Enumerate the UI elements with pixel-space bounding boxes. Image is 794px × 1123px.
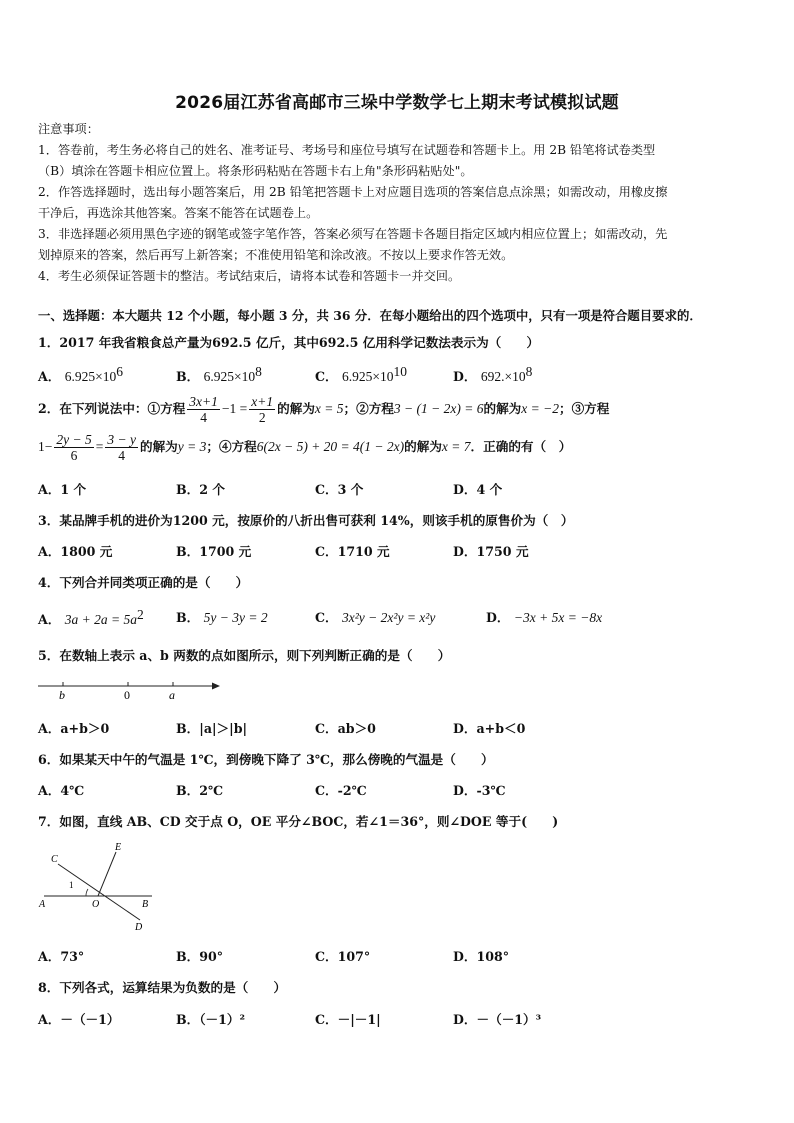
q2-l1-prefix: 2．在下列说法中：①方程 <box>38 401 186 416</box>
page-title: 2026届江苏省高邮市三垛中学数学七上期末考试模拟试题 <box>175 93 619 113</box>
notes-block <box>38 119 758 287</box>
q1-option-d[interactable] <box>453 364 532 385</box>
q4-option-b-label: B． <box>176 610 200 625</box>
q1-option-c-exp: 10 <box>393 364 408 379</box>
number-line-arrow-icon <box>212 683 220 690</box>
question-8-stem: 8．下列各式，运算结果为负数的是（ ） <box>38 980 287 995</box>
q4-option-d-label: D． <box>486 610 510 625</box>
q2-fraction-3-den: 6 <box>70 448 78 463</box>
q3-option-b[interactable]: B．1700 元 <box>176 544 252 559</box>
line-cd <box>58 864 140 920</box>
q2-l2-text-1: 的解为 <box>139 439 178 454</box>
label-1: 1 <box>69 880 74 890</box>
question-2-line-2 <box>38 432 764 463</box>
notes-heading: 注意事项： <box>38 122 99 136</box>
q2-l2-expr-1: y = 3 <box>177 439 207 454</box>
q8-option-a[interactable]: A．－（－1） <box>38 1012 120 1027</box>
q2-l2-expr-3: x = 7 <box>441 439 471 454</box>
label-e: E <box>115 842 122 853</box>
note-1-line-1: 1．答卷前，考生务必将自己的姓名、准考证号、考场号和座位号填写在试题卷和答题卡上。用 2B 铅笔将试卷类型 <box>38 143 656 157</box>
q1-option-a-exp: 6 <box>116 364 124 379</box>
q2-fraction-2-num: x+1 <box>251 394 274 409</box>
q7-option-a[interactable]: A．73° <box>38 949 85 964</box>
q1-option-a-label: A． <box>38 369 61 385</box>
q2-fraction-3-num: 2y − 5 <box>56 432 92 447</box>
q5-option-b[interactable]: B．|a|＞|b| <box>176 721 248 736</box>
question-5-stem: 5．在数轴上表示 a、b 两数的点如图所示，则下列判断正确的是（ ） <box>38 648 451 663</box>
q2-l2-equals: = <box>95 439 104 454</box>
q2-l1-expr-3: x = −2 <box>521 401 559 416</box>
question-2-line-1 <box>38 394 764 425</box>
q2-fraction-4-num: 3 − y <box>107 432 136 447</box>
note-2-line-2: 干净后，再选涂其他答案。答案不能答在试题卷上。 <box>38 206 319 220</box>
label-b: B <box>142 899 149 910</box>
q2-option-d[interactable]: D．4 个 <box>453 482 503 497</box>
q4-option-b-expr: 5y − 3y = 2 <box>203 610 268 625</box>
q8-option-b[interactable]: B．（－1）² <box>176 1012 245 1027</box>
q2-l1-expr-2: 3 − (1 − 2x) = 6 <box>393 401 484 416</box>
q5-option-a[interactable]: A．a+b＞0 <box>38 721 110 736</box>
label-b: b <box>59 688 65 702</box>
q4-option-a-exp: 2 <box>137 607 144 622</box>
section-heading: 一、选择题：本大题共 12 个小题，每小题 3 分，共 36 分．在每小题给出的四个选项中，只有一项是符合题目要求的． <box>38 308 702 323</box>
q2-l2-text-2: ；④方程 <box>206 439 257 454</box>
q7-option-d[interactable]: D．108° <box>453 949 510 964</box>
q2-fraction-4-den: 4 <box>118 448 126 463</box>
q2-fraction-1 <box>187 394 220 425</box>
q2-l1-text-1: 的解为 <box>277 401 315 416</box>
q3-option-a[interactable]: A．1800 元 <box>38 544 113 559</box>
note-4: 4．考生必须保证答题卡的整洁。考试结束后，请将本试卷和答题卡一并交回。 <box>38 269 461 283</box>
q2-l2-prefix: 1− <box>38 439 53 454</box>
q1-option-d-base: 692.×10 <box>480 369 526 385</box>
q4-option-a-expr: 3a + 2a = 5a <box>64 612 137 628</box>
q4-option-d[interactable] <box>486 607 602 626</box>
q2-l2-text-3: 的解为 <box>404 439 442 454</box>
q6-option-a[interactable]: A．4℃ <box>38 783 85 798</box>
q1-option-a[interactable] <box>38 364 123 385</box>
q2-l1-expr-1: x = 5 <box>314 401 344 416</box>
q2-option-b[interactable]: B．2 个 <box>176 482 225 497</box>
q4-option-a[interactable] <box>38 607 144 628</box>
q5-option-d[interactable]: D．a+b＜0 <box>453 721 526 736</box>
q2-l1-minus: −1 = <box>221 401 248 416</box>
q1-option-d-label: D． <box>453 369 477 385</box>
q2-fraction-1-den: 4 <box>200 410 207 425</box>
q2-l1-text-4: ；③方程 <box>558 401 610 416</box>
q3-option-c[interactable]: C．1710 元 <box>315 544 390 559</box>
q6-option-b[interactable]: B．2℃ <box>176 783 224 798</box>
question-3-stem: 3．某品牌手机的进价为1200 元，按原价的八折出售可获利 14%，则该手机的原售价为（ ） <box>38 513 574 528</box>
q4-option-c[interactable] <box>315 607 435 626</box>
q6-option-c[interactable]: C．-2℃ <box>315 783 367 798</box>
label-c: C <box>51 854 58 865</box>
q2-l1-text-2: ；②方程 <box>343 401 394 416</box>
note-1-line-2: （B）填涂在答题卡相应位置上。将条形码粘贴在答题卡右上角"条形码粘贴处"。 <box>38 164 473 178</box>
note-3-line-1: 3．非选择题必须用黑色字迹的钢笔或签字笔作答，答案必须写在答题卡各题目指定区域内相应位置上；如需改动，先 <box>38 227 668 241</box>
q6-option-d[interactable]: D．-3℃ <box>453 783 506 798</box>
q2-option-a[interactable]: A．1 个 <box>38 482 87 497</box>
q8-option-c[interactable]: C．－|－1| <box>315 1012 381 1027</box>
q4-option-a-label: A． <box>38 612 61 628</box>
q1-option-c-base: 6.925×10 <box>342 369 394 385</box>
q4-option-d-expr: −3x + 5x = −8x <box>513 610 603 625</box>
q2-fraction-1-num: 3x+1 <box>189 394 218 409</box>
ray-oe <box>98 852 116 896</box>
angle-figure <box>36 838 166 934</box>
q1-option-c[interactable] <box>315 364 407 385</box>
q4-option-b[interactable] <box>176 607 268 626</box>
q3-option-d[interactable]: D．1750 元 <box>453 544 529 559</box>
question-6-stem: 6．如果某天中午的气温是 1℃，到傍晚下降了 3℃，那么傍晚的气温是（ ） <box>38 752 494 767</box>
q8-option-d[interactable]: D．－（－1）³ <box>453 1012 542 1027</box>
q2-fraction-3 <box>54 432 93 463</box>
q2-fraction-4 <box>105 432 138 463</box>
label-d: D <box>135 922 143 933</box>
question-7-stem: 7．如图，直线 AB、CD 交于点 O，OE 平分∠BOC，若∠1＝36°，则∠DOE 等于( ) <box>38 814 559 829</box>
label-0: 0 <box>124 688 130 702</box>
q2-l1-text-3: 的解为 <box>483 401 522 416</box>
q2-fraction-2 <box>249 394 275 425</box>
q2-option-c[interactable]: C．3 个 <box>315 482 364 497</box>
q4-option-c-label: C． <box>315 610 338 625</box>
q1-option-b-base: 6.925×10 <box>203 369 256 385</box>
label-o: O <box>92 899 100 910</box>
q1-option-b-label: B． <box>176 369 200 385</box>
note-3-line-2: 划掉原来的答案，然后再写上新答案；不准使用铅笔和涂改液。不按以上要求作答无效。 <box>38 248 514 262</box>
q7-option-c[interactable]: C．107° <box>315 949 371 964</box>
number-line-figure <box>36 674 226 706</box>
q7-option-b[interactable]: B．90° <box>176 949 224 964</box>
label-a: A <box>39 899 46 910</box>
question-1-stem: 1．2017 年我省粮食总产量为692.5 亿斤，其中692.5 亿用科学记数法表示为（ ） <box>38 335 540 350</box>
question-4-stem: 4．下列合并同类项正确的是（ ） <box>38 575 249 590</box>
q1-option-b-exp: 8 <box>255 364 262 379</box>
q1-option-d-exp: 8 <box>525 364 533 379</box>
q1-option-c-label: C． <box>315 369 338 385</box>
angle-1-arc <box>86 889 88 896</box>
q4-option-c-expr: 3x²y − 2x²y = x²y <box>342 610 436 625</box>
q5-option-c[interactable]: C．ab＞0 <box>315 721 376 736</box>
q2-fraction-2-den: 2 <box>258 410 266 425</box>
q2-l2-text-4: ．正确的有（ ） <box>470 439 572 454</box>
q1-option-b[interactable] <box>176 364 262 385</box>
note-2-line-1: 2．作答选择题时，选出每小题答案后，用 2B 铅笔把答题卡上对应题目选项的答案信息点涂黑；如需改动，用橡皮擦 <box>38 185 668 199</box>
label-a: a <box>169 688 175 702</box>
q2-l2-expr-2: 6(2x − 5) + 20 = 4(1 − 2x) <box>256 439 405 454</box>
q1-option-a-base: 6.925×10 <box>64 369 117 385</box>
